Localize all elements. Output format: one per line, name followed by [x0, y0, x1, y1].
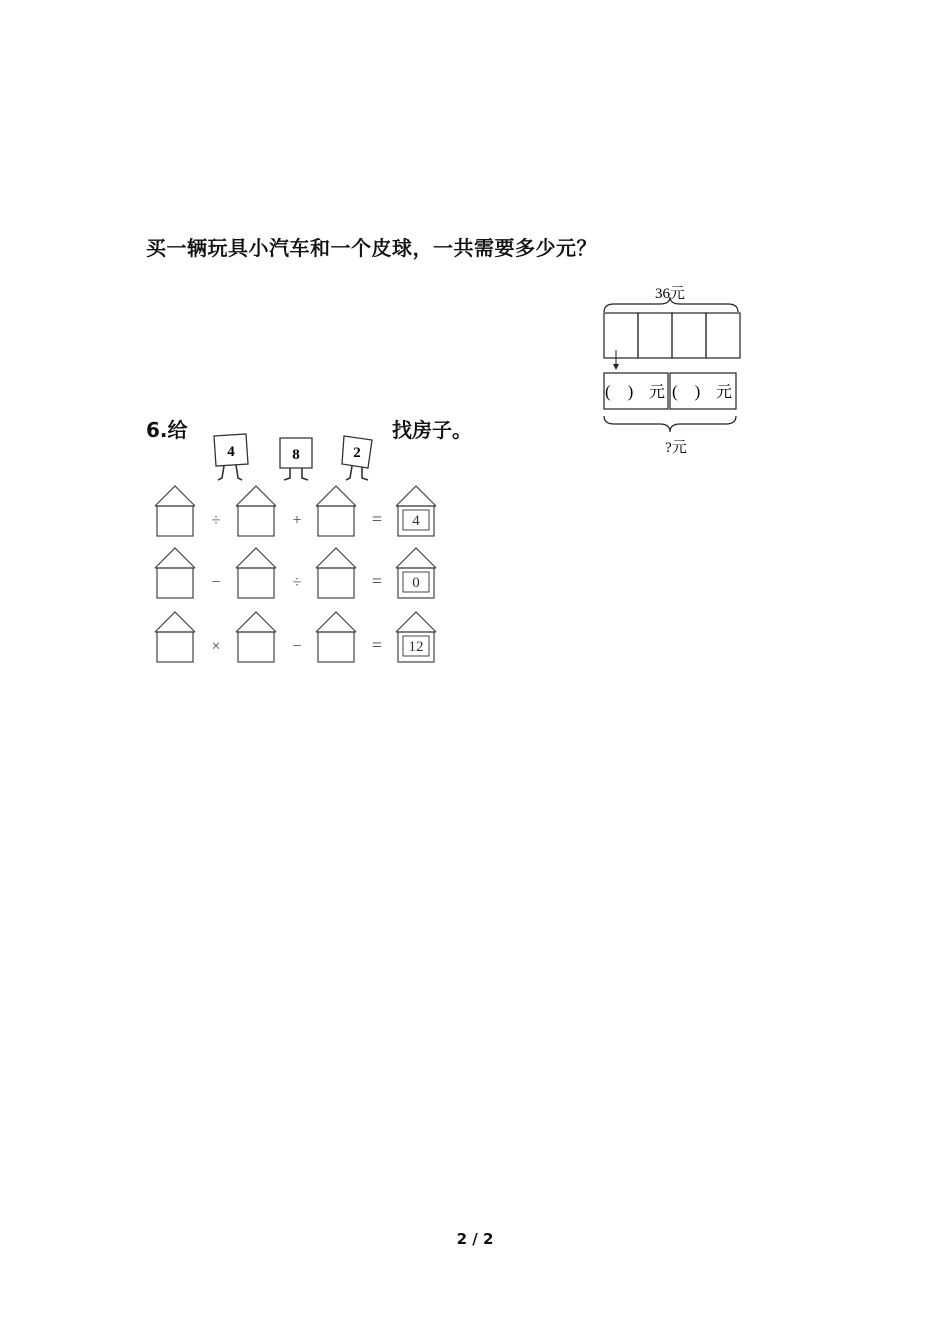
question-text: 买一辆玩具小汽车和一个皮球，一共需要多少元？ [146, 236, 597, 260]
bottom-total-label: ?元 [665, 440, 687, 456]
number-card-2 [342, 436, 372, 480]
equation-row-3 [155, 612, 436, 662]
equation-row-2 [155, 548, 436, 598]
bottom-brace [604, 416, 736, 432]
house-blank[interactable] [155, 486, 195, 536]
house-blank[interactable] [155, 548, 195, 598]
bar-segment [604, 313, 638, 358]
answer-unit-right: 元 [716, 384, 733, 401]
house-blank[interactable] [236, 548, 276, 598]
answer-paren-right: ( ) [672, 382, 701, 401]
number-cards [206, 432, 376, 484]
result-value: 4 [412, 513, 420, 529]
result-value: 0 [412, 575, 420, 591]
page-number: 2 / 2 [456, 1230, 494, 1248]
number-card-4 [214, 434, 248, 480]
number-card-8 [280, 438, 312, 480]
q6-suffix: 找房子。 [392, 418, 472, 442]
house-blank[interactable] [236, 612, 276, 662]
svg-text:8: 8 [292, 447, 300, 463]
top-total-label: 36元 [654, 286, 686, 302]
operator: ÷ [211, 512, 221, 529]
equation-row-1 [155, 486, 436, 536]
result-value: 12 [408, 639, 424, 655]
equals-sign: = [371, 635, 383, 655]
bar-model-diagram [596, 280, 748, 460]
bar-segment [706, 313, 740, 358]
equals-sign: = [371, 509, 383, 529]
equals-sign: = [371, 571, 383, 591]
answer-unit-left: 元 [649, 384, 666, 401]
operator: − [211, 574, 221, 591]
operator: − [292, 638, 302, 655]
operator: × [211, 638, 221, 655]
house-blank[interactable] [155, 612, 195, 662]
house-blank[interactable] [316, 548, 356, 598]
bar-segment [638, 313, 672, 358]
svg-text:2: 2 [353, 445, 361, 461]
svg-text:4: 4 [227, 444, 235, 460]
house-blank[interactable] [316, 612, 356, 662]
house-blank[interactable] [236, 486, 276, 536]
house-equations [150, 480, 450, 670]
bar-segment [672, 313, 706, 358]
operator: + [292, 512, 302, 529]
answer-paren-left: ( ) [605, 382, 634, 401]
house-blank[interactable] [316, 486, 356, 536]
arrow-head [613, 364, 619, 370]
q6-prefix: 6.给 [146, 418, 188, 442]
operator: ÷ [292, 574, 302, 591]
